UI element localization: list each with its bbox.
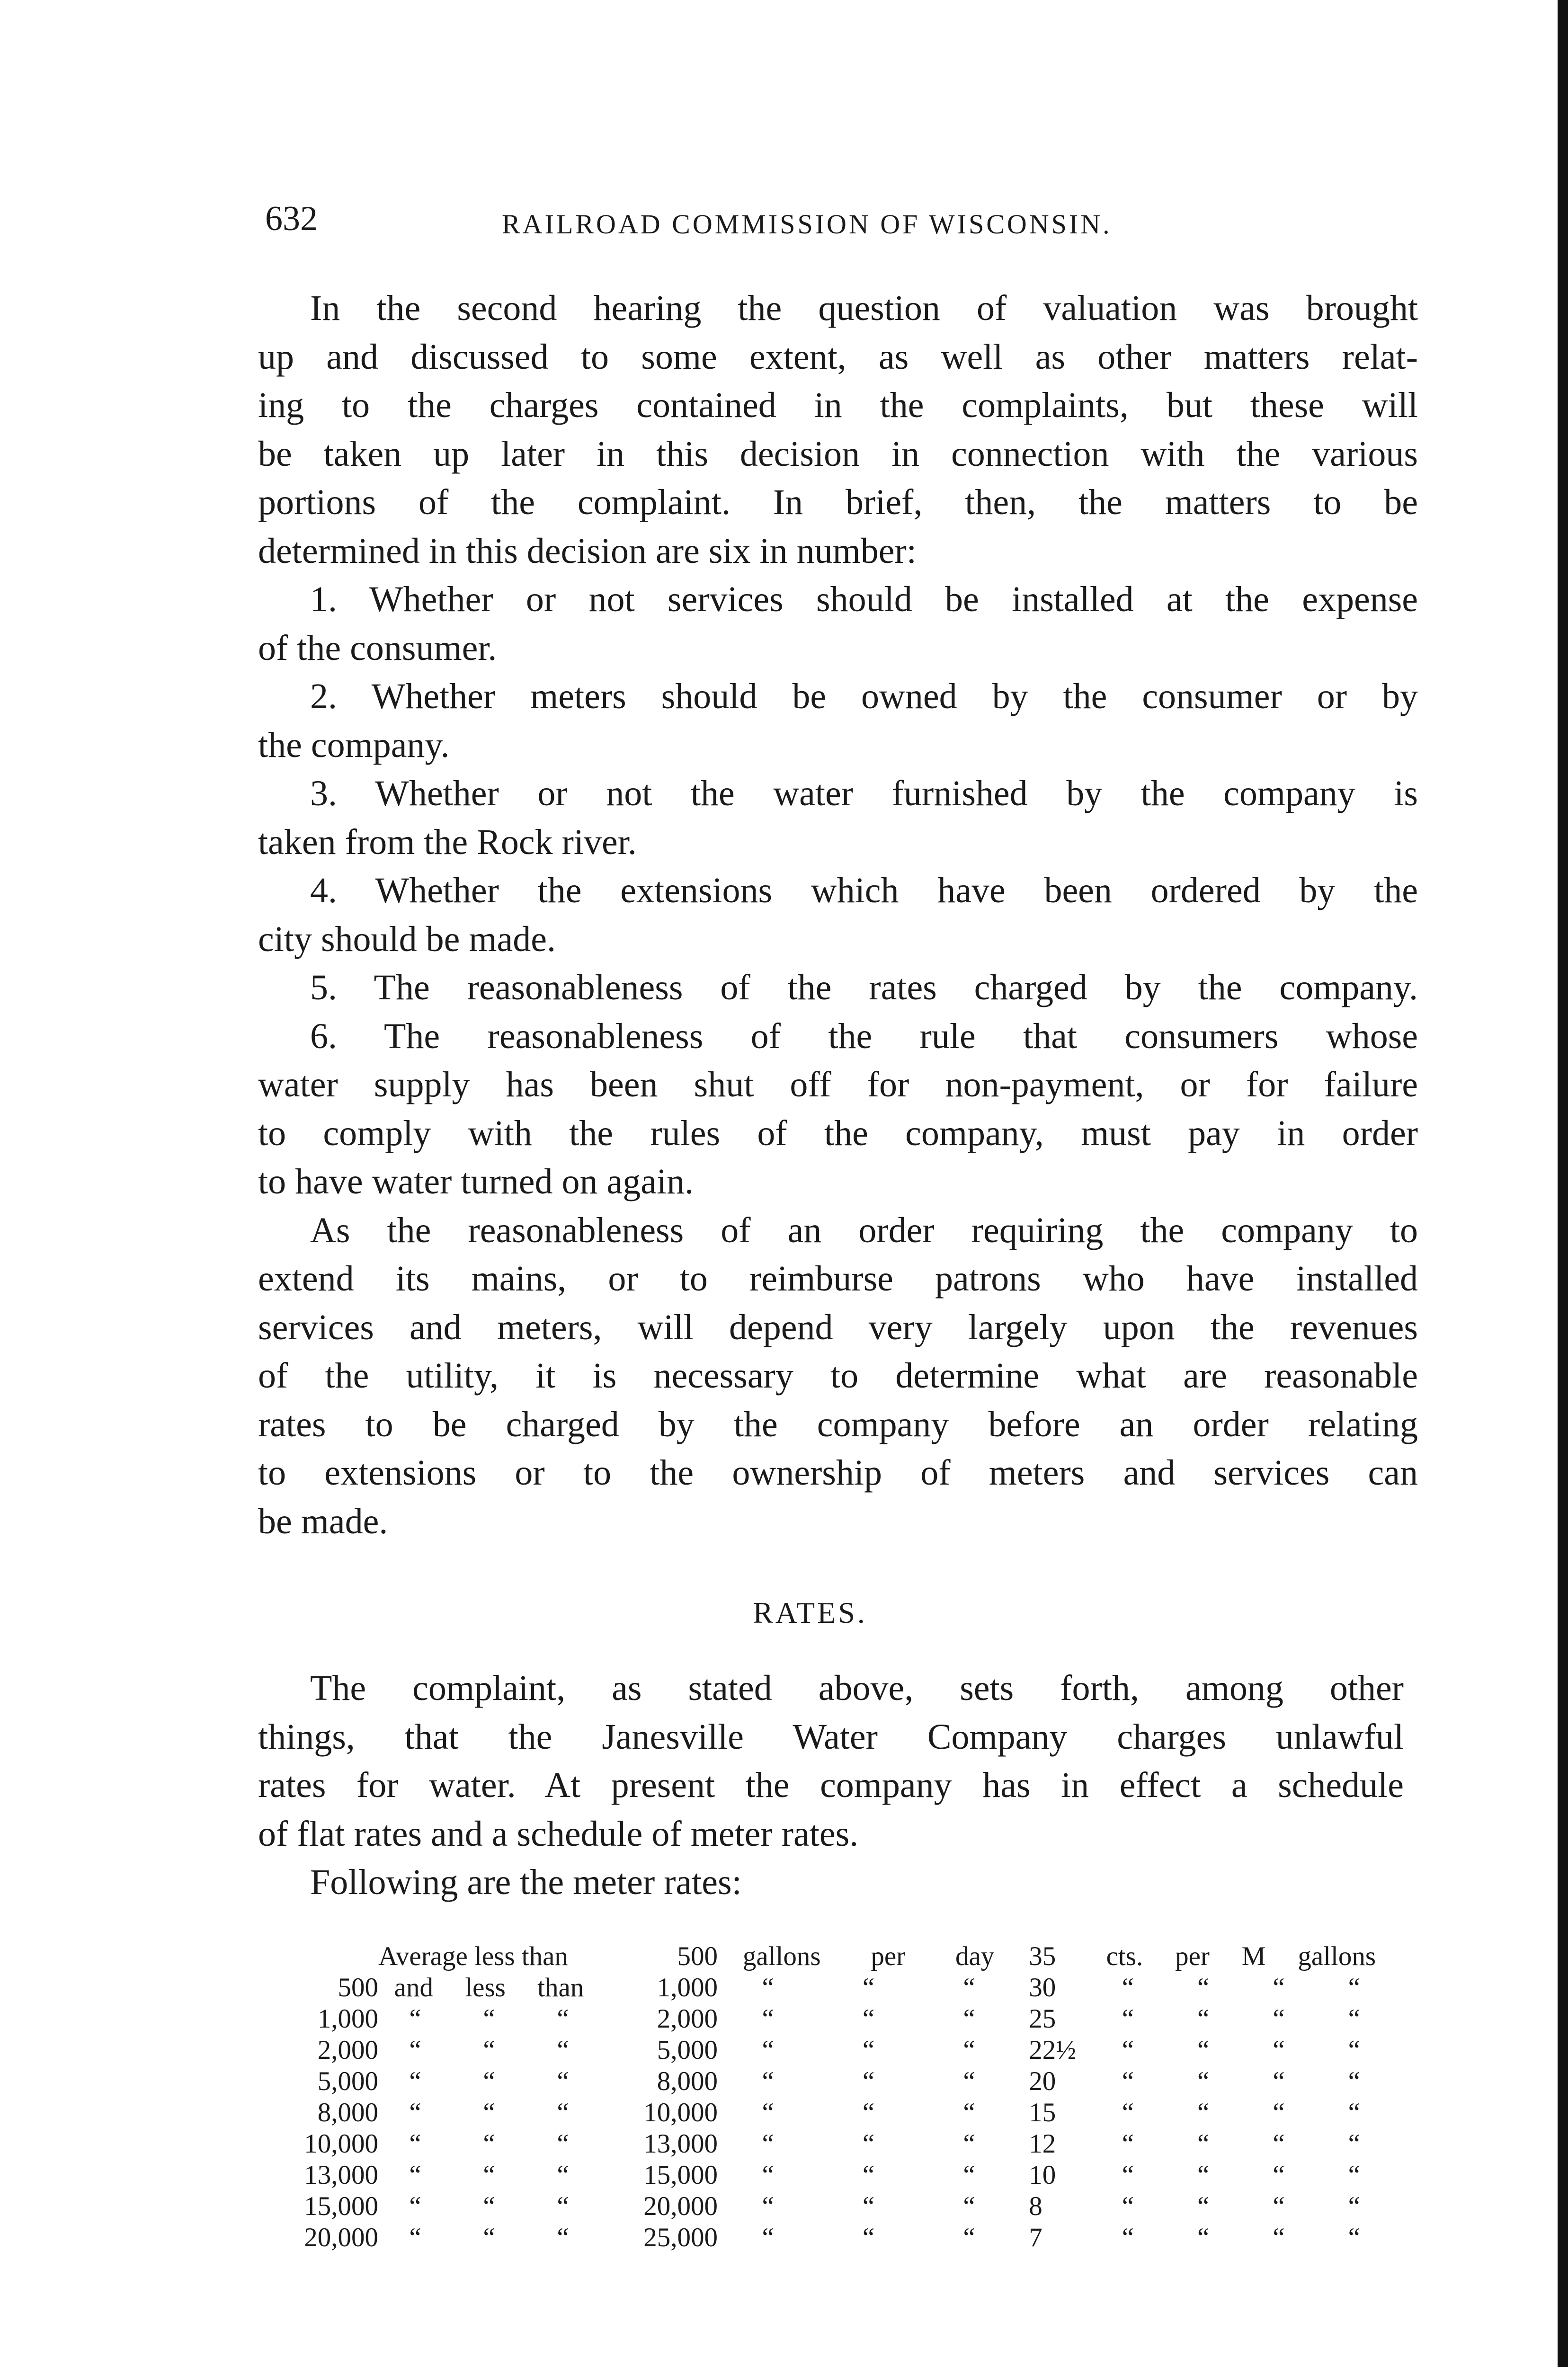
table-cell: 15,000: [643, 2160, 718, 2190]
ditto-mark: “: [483, 2191, 495, 2221]
table-cell: less: [474, 1941, 515, 1971]
table-cell: 20,000: [304, 2223, 378, 2252]
ditto-mark: “: [483, 2223, 495, 2252]
table-cell: 2,000: [317, 2035, 378, 2065]
ditto-mark: “: [1348, 2035, 1360, 2065]
text-line: extend its mains, or to reimburse patrons who have installed: [258, 1259, 1418, 1299]
body-text: [258, 284, 1418, 1546]
ditto-mark: “: [762, 2191, 774, 2221]
table-cell: 25,000: [643, 2223, 718, 2252]
ditto-mark: “: [409, 2035, 421, 2065]
table-cell: 10,000: [304, 2129, 378, 2159]
table-cell: and: [394, 1973, 433, 2002]
rates-text: [258, 1664, 1404, 1907]
ditto-mark: “: [963, 2223, 975, 2252]
ditto-mark: “: [1197, 2223, 1210, 2252]
scan-border-right: [1558, 0, 1568, 2367]
table-cell: gallons: [1298, 1941, 1376, 1971]
ditto-mark: “: [1348, 2191, 1360, 2221]
ditto-mark: “: [963, 2066, 975, 2096]
table-cell: 7: [1029, 2223, 1042, 2252]
ditto-mark: “: [762, 2223, 774, 2252]
ditto-mark: “: [1197, 2035, 1210, 2065]
text-line: of the utility, it is necessary to determine what are reasonable: [258, 1356, 1418, 1396]
ditto-mark: “: [762, 1973, 774, 2002]
ditto-mark: “: [409, 2160, 421, 2190]
text-line: be taken up later in this decision in connection with the various: [258, 434, 1418, 474]
table-cell: 5,000: [657, 2035, 718, 2065]
text-line: rates for water. At present the company has in effect a schedule: [258, 1765, 1404, 1805]
ditto-mark: “: [483, 2066, 495, 2096]
list-item-1-cont: of the consumer.: [258, 628, 497, 668]
text-line: things, that the Janesville Water Company charges unlawful: [258, 1717, 1404, 1757]
ditto-mark: “: [483, 2160, 495, 2190]
text-line: up and discussed to some extent, as well as other matters relat-: [258, 337, 1418, 377]
table-cell: 8,000: [657, 2066, 718, 2096]
ditto-mark: “: [1197, 2098, 1210, 2127]
ditto-mark: “: [762, 2035, 774, 2065]
table-cell: 35: [1029, 1941, 1056, 1971]
table-cell: 1,000: [317, 2004, 378, 2034]
text-line: ing to the charges contained in the complaints, but these will: [258, 385, 1418, 425]
table-cell: 8: [1029, 2191, 1042, 2221]
table-cell: 500: [677, 1941, 718, 1971]
ditto-mark: “: [762, 2066, 774, 2096]
ditto-mark: “: [1122, 2098, 1134, 2127]
ditto-mark: “: [963, 2129, 975, 2159]
ditto-mark: “: [1273, 2035, 1285, 2065]
ditto-mark: “: [963, 2035, 975, 2065]
table-cell: 10,000: [643, 2098, 718, 2127]
ditto-mark: “: [1348, 2066, 1360, 2096]
table-cell: 22½: [1029, 2035, 1076, 2065]
table-cell: 15,000: [304, 2191, 378, 2221]
table-cell: gallons: [742, 1941, 821, 1971]
table-cell: per: [871, 1941, 906, 1971]
table-cell: day: [955, 1941, 995, 1971]
text-line: portions of the complaint. In brief, then, the matters to be: [258, 482, 1418, 522]
ditto-mark: “: [1348, 2098, 1360, 2127]
table-cell: 13,000: [304, 2160, 378, 2190]
ditto-mark: “: [1122, 2066, 1134, 2096]
table-row: [265, 1941, 1392, 1972]
table-row: [265, 2035, 1392, 2066]
ditto-mark: “: [557, 2004, 569, 2034]
ditto-mark: “: [1122, 1973, 1134, 2002]
table-cell: 500: [338, 1973, 378, 2002]
ditto-mark: “: [409, 2129, 421, 2159]
ditto-mark: “: [1197, 2191, 1210, 2221]
ditto-mark: “: [963, 2004, 975, 2034]
ditto-mark: “: [862, 2098, 875, 2127]
ditto-mark: “: [1348, 2129, 1360, 2159]
table-cell: M: [1241, 1941, 1266, 1971]
table-row: [265, 2066, 1392, 2097]
ditto-mark: “: [1348, 2004, 1360, 2034]
list-item-5: 5. The reasonableness of the rates charged by the company.: [310, 968, 1418, 1007]
ditto-mark: “: [483, 2098, 495, 2127]
ditto-mark: “: [1273, 2129, 1285, 2159]
text-line: rates to be charged by the company before an order relating: [258, 1404, 1418, 1444]
ditto-mark: “: [762, 2160, 774, 2190]
table-cell: less: [465, 1973, 506, 2002]
ditto-mark: “: [409, 2191, 421, 2221]
list-item-6-cont: to comply with the rules of the company, must pay in order: [258, 1113, 1418, 1153]
ditto-mark: “: [862, 2066, 875, 2096]
table-row: [265, 2191, 1392, 2222]
table-cell: 1,000: [657, 1973, 718, 2002]
ditto-mark: “: [557, 2066, 569, 2096]
ditto-mark: “: [762, 2129, 774, 2159]
ditto-mark: “: [862, 2004, 875, 2034]
table-cell: Average: [378, 1941, 468, 1971]
list-item-1: 1. Whether or not services should be installed at the expense: [310, 579, 1418, 619]
table-cell: 10: [1029, 2160, 1056, 2190]
table-row: [265, 2097, 1392, 2128]
running-head: RAILROAD COMMISSION OF WISCONSIN.: [502, 209, 1112, 240]
table-cell: than: [521, 1941, 568, 1971]
ditto-mark: “: [963, 1973, 975, 2002]
meter-rates-table: [265, 1941, 1392, 2253]
ditto-mark: “: [409, 2004, 421, 2034]
section-heading-text: RATES.: [753, 1596, 867, 1629]
ditto-mark: “: [1273, 2066, 1285, 2096]
ditto-mark: “: [557, 2160, 569, 2190]
table-cell: 15: [1029, 2098, 1056, 2127]
ditto-mark: “: [1122, 2160, 1134, 2190]
table-cell: than: [537, 1973, 584, 2002]
ditto-mark: “: [963, 2191, 975, 2221]
ditto-mark: “: [1197, 2066, 1210, 2096]
table-row: [265, 2128, 1392, 2160]
ditto-mark: “: [963, 2160, 975, 2190]
ditto-mark: “: [862, 2035, 875, 2065]
table-cell: 12: [1029, 2129, 1056, 2159]
ditto-mark: “: [557, 2129, 569, 2159]
table-cell: 20,000: [643, 2191, 718, 2221]
ditto-mark: “: [1122, 2004, 1134, 2034]
ditto-mark: “: [862, 2191, 875, 2221]
ditto-mark: “: [1122, 2191, 1134, 2221]
ditto-mark: “: [483, 2004, 495, 2034]
table-cell: cts.: [1106, 1941, 1143, 1971]
ditto-mark: “: [1122, 2129, 1134, 2159]
ditto-mark: “: [1197, 2004, 1210, 2034]
table-cell: 8,000: [317, 2098, 378, 2127]
ditto-mark: “: [557, 2223, 569, 2252]
ditto-mark: “: [1273, 2191, 1285, 2221]
ditto-mark: “: [762, 2098, 774, 2127]
list-item-3-cont: taken from the Rock river.: [258, 822, 637, 862]
ditto-mark: “: [963, 2098, 975, 2127]
ditto-mark: “: [862, 2223, 875, 2252]
section-heading: [0, 1595, 1568, 1630]
table-row: [265, 2222, 1392, 2253]
ditto-mark: “: [557, 2035, 569, 2065]
ditto-mark: “: [862, 2160, 875, 2190]
table-row: [265, 2003, 1392, 2035]
table-body: [265, 2003, 1392, 2253]
ditto-mark: “: [483, 2035, 495, 2065]
ditto-mark: “: [1197, 1973, 1210, 2002]
ditto-mark: “: [557, 2098, 569, 2127]
ditto-mark: “: [557, 2191, 569, 2221]
table-cell: 30: [1029, 1973, 1056, 2002]
text-line: In the second hearing the question of valuation was brought: [310, 288, 1418, 328]
text-line: determined in this decision are six in number:: [258, 531, 917, 571]
ditto-mark: “: [1273, 2098, 1285, 2127]
table-cell: 5,000: [317, 2066, 378, 2096]
table-cell: 2,000: [657, 2004, 718, 2034]
list-item-6: 6. The reasonableness of the rule that consumers whose: [310, 1016, 1418, 1056]
ditto-mark: “: [409, 2098, 421, 2127]
list-item-6-cont: water supply has been shut off for non-payment, or for failure: [258, 1065, 1418, 1104]
ditto-mark: “: [1273, 1973, 1285, 2002]
ditto-mark: “: [1122, 2035, 1134, 2065]
text-line: Following are the meter rates:: [310, 1862, 742, 1902]
ditto-mark: “: [1122, 2223, 1134, 2252]
ditto-mark: “: [1273, 2004, 1285, 2034]
ditto-mark: “: [409, 2223, 421, 2252]
ditto-mark: “: [1348, 2160, 1360, 2190]
ditto-mark: “: [1197, 2129, 1210, 2159]
text-line: of flat rates and a schedule of meter rates.: [258, 1814, 859, 1854]
ditto-mark: “: [409, 2066, 421, 2096]
table-cell: 20: [1029, 2066, 1056, 2096]
list-item-6-cont: to have water turned on again.: [258, 1162, 694, 1201]
list-item-4-cont: city should be made.: [258, 919, 556, 959]
ditto-mark: “: [1273, 2223, 1285, 2252]
ditto-mark: “: [1197, 2160, 1210, 2190]
text-line: The complaint, as stated above, sets forth, among other: [310, 1668, 1404, 1708]
table-cell: per: [1175, 1941, 1210, 1971]
ditto-mark: “: [1348, 2223, 1360, 2252]
table-cell: 13,000: [643, 2129, 718, 2159]
ditto-mark: “: [862, 2129, 875, 2159]
ditto-mark: “: [1273, 2160, 1285, 2190]
ditto-mark: “: [1348, 1973, 1360, 2002]
text-line: As the reasonableness of an order requiring the company to: [310, 1210, 1418, 1250]
table-row: [265, 2160, 1392, 2191]
ditto-mark: “: [483, 2129, 495, 2159]
table-row: [265, 1972, 1392, 2003]
list-item-4: 4. Whether the extensions which have been ordered by the: [310, 871, 1418, 910]
ditto-mark: “: [762, 2004, 774, 2034]
text-line: to extensions or to the ownership of meters and services can: [258, 1453, 1418, 1493]
list-item-2-cont: the company.: [258, 725, 450, 765]
list-item-2: 2. Whether meters should be owned by the consumer or by: [310, 676, 1418, 716]
text-line: services and meters, will depend very largely upon the revenues: [258, 1307, 1418, 1347]
list-item-3: 3. Whether or not the water furnished by the company is: [310, 774, 1418, 813]
page-number: 632: [265, 199, 318, 238]
text-line: be made.: [258, 1501, 388, 1541]
table-cell: 25: [1029, 2004, 1056, 2034]
ditto-mark: “: [862, 1973, 875, 2002]
